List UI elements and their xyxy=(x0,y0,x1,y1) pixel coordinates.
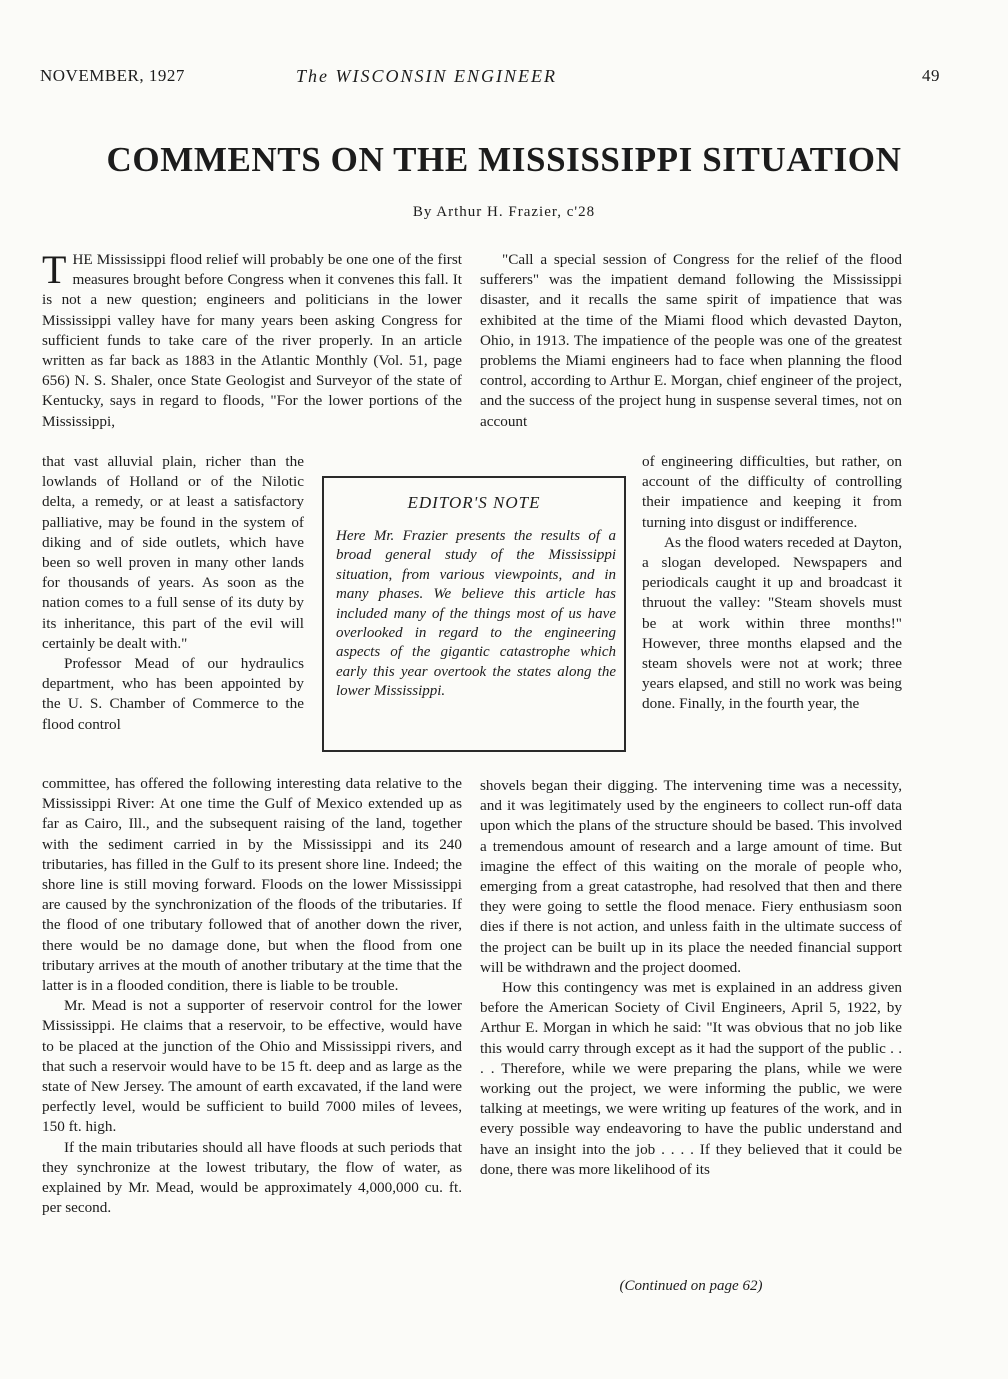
issue-date: NOVEMBER, 1927 xyxy=(40,66,185,85)
paragraph: HE Mississippi flood relief will probably be one one of the first measures brought before Congress when it convenes this fall. It is not a new question; engineers and politicians in the lower Mississippi valley have for many years been asking Congress for sufficient funds to take care of the river properly. In an article written as far back as 1883 in the Atlantic Monthly (Vol. 51, page 656) N. S. Shaler, once State Geologist and Surveyor of the state of Kentucky, says in regard to floods, "For the lower portions of the Mississippi, xyxy=(42,251,462,430)
publication-name: The WISCONSIN ENGINEER xyxy=(296,66,557,86)
column-2-narrow xyxy=(642,452,902,715)
paragraph: "Call a special session of Congress for the relief of the flood sufferers" was the impatient demand following the Mississippi disaster, and it recalls the same spirit of impatience that was exhibited at the time of the Miami flood which devasted Dayton, Ohio, in 1913. The impatience of the people was one of the greatest problems the Miami engineers had to face when planning the flood control, according to Arthur E. Morgan, chief engineer of the project, and the success of the project hung in suspense several times, not on account xyxy=(480,251,902,430)
column-2-top xyxy=(480,250,902,432)
column-1-narrow xyxy=(42,452,304,735)
drop-cap: T xyxy=(42,247,67,292)
paragraph: How this contingency was met is explained in an address given before the American Society of Civil Engineers, April 5, 1922, by Arthur E. Morgan in which he said: "It was obvious that no job like this would carry through except as it had the support of the public . . . . Therefore, while we were preparing the plans, while we were working out the project, we were informing the public, we were talking at meetings, we were writing up features of the work, and in every possible way endeavoring to have the public understand and have an insight into the job . . . . If they believed that it could be done, there was more likelihood of its xyxy=(480,979,902,1178)
column-1-top xyxy=(42,247,462,432)
article-title: COMMENTS ON THE MISSISSIPPI SITUATION xyxy=(106,140,902,179)
paragraph: that vast alluvial plain, richer than the lowlands of Holland or of the Nilotic delta, a remedy, or at least a satisfactory palliative, may be found in the system of diking and of side outlets, which have been so well proven in many other lands for thousands of years. As soon as the nation comes to a full sense of its duty by its inheritance, this part of the evil will certainly be dealt with." xyxy=(42,453,304,652)
continued-notice: (Continued on page 62) xyxy=(619,1278,763,1294)
page-number: 49 xyxy=(922,66,940,85)
paragraph: shovels began their digging. The intervening time was a necessity, and it was legitimately used by the engineers to collect run-off data upon which the plans of the structure should be based. This involved a tremendous amount of research and a large amount of time. But imagine the effect of this waiting on the morale of people who, emerging from a great catastrophe, had resolved that then and there they were going to settle the flood menace. Fiery enthusiasm soon dies if there is not action, and unless faith in the ultimate success of the project can be built up in its place the needed financial support will be withdrawn and the project doomed. xyxy=(480,777,902,976)
paragraph: If the main tributaries should all have floods at such periods that they synchronize at the lowest tributary, the flow of water, as explained by Mr. Mead, would be approximately 4,000,000 cu. ft. per second. xyxy=(42,1138,462,1217)
paragraph: committee, has offered the following interesting data relative to the Mississippi River: At one time the Gulf of Mexico extended up as far as Cairo, Ill., and the subsequent raising of the land, together with the sediment carried in by the Mississippi and its 240 tributaries, has filled in the Gulf to its present shore line. Indeed; the shore line is still moving forward. Floods on the lower Mississippi are caused by the synchronization of the floods of the tributaries. If the flood of one tributary followed that of another down the river, there would be no damage done, but when the flood from one tributary arrives at the mouth of another tributary at the time that the latter is in a flooded condition, there is liable to be trouble. xyxy=(42,775,462,995)
paragraph: As the flood waters receded at Dayton, a slogan developed. Newspapers and periodicals caught it up and broadcast it thruout the valley: "Steam shovels must be at work within three months!" However, three months elapsed and the steam shovels were not at work; three years elapsed, and still no work was being done. Finally, in the fourth year, the xyxy=(642,533,902,713)
editors-note-title: EDITOR'S NOTE xyxy=(407,493,541,512)
paragraph: of engineering difficulties, but rather, on account of the difficulty of controlling their impatience and keeping it from turning into disgust or indifference. xyxy=(642,453,902,531)
editors-note-body: Here Mr. Frazier presents the results of a broad general study of the Mississippi situation, from various viewpoints, and in many phases. We believe this article has included many of the things most of us have overlooked in regard to the engineering aspects of the gigantic catastrophe which early this year overtook the states along the lower Mississippi. xyxy=(336,528,616,700)
column-2-bottom xyxy=(480,776,902,1180)
byline: By Arthur H. Frazier, c'28 xyxy=(412,204,596,220)
column-1-bottom xyxy=(42,774,462,1218)
paragraph: Mr. Mead is not a supporter of reservoir control for the lower Mississippi. He claims that a reservoir, to be effective, would have to be placed at the junction of the Ohio and Mississippi rivers, and that such a reservoir would have to be 15 ft. deep and as large as the state of New Jersey. The amount of earth excavated, if the land were perfectly level, would be sufficient to build 7000 miles of levees, 150 ft. high. xyxy=(42,997,462,1136)
paragraph: Professor Mead of our hydraulics department, who has been appointed by the U. S. Chamber of Commerce to the flood control xyxy=(42,655,304,733)
